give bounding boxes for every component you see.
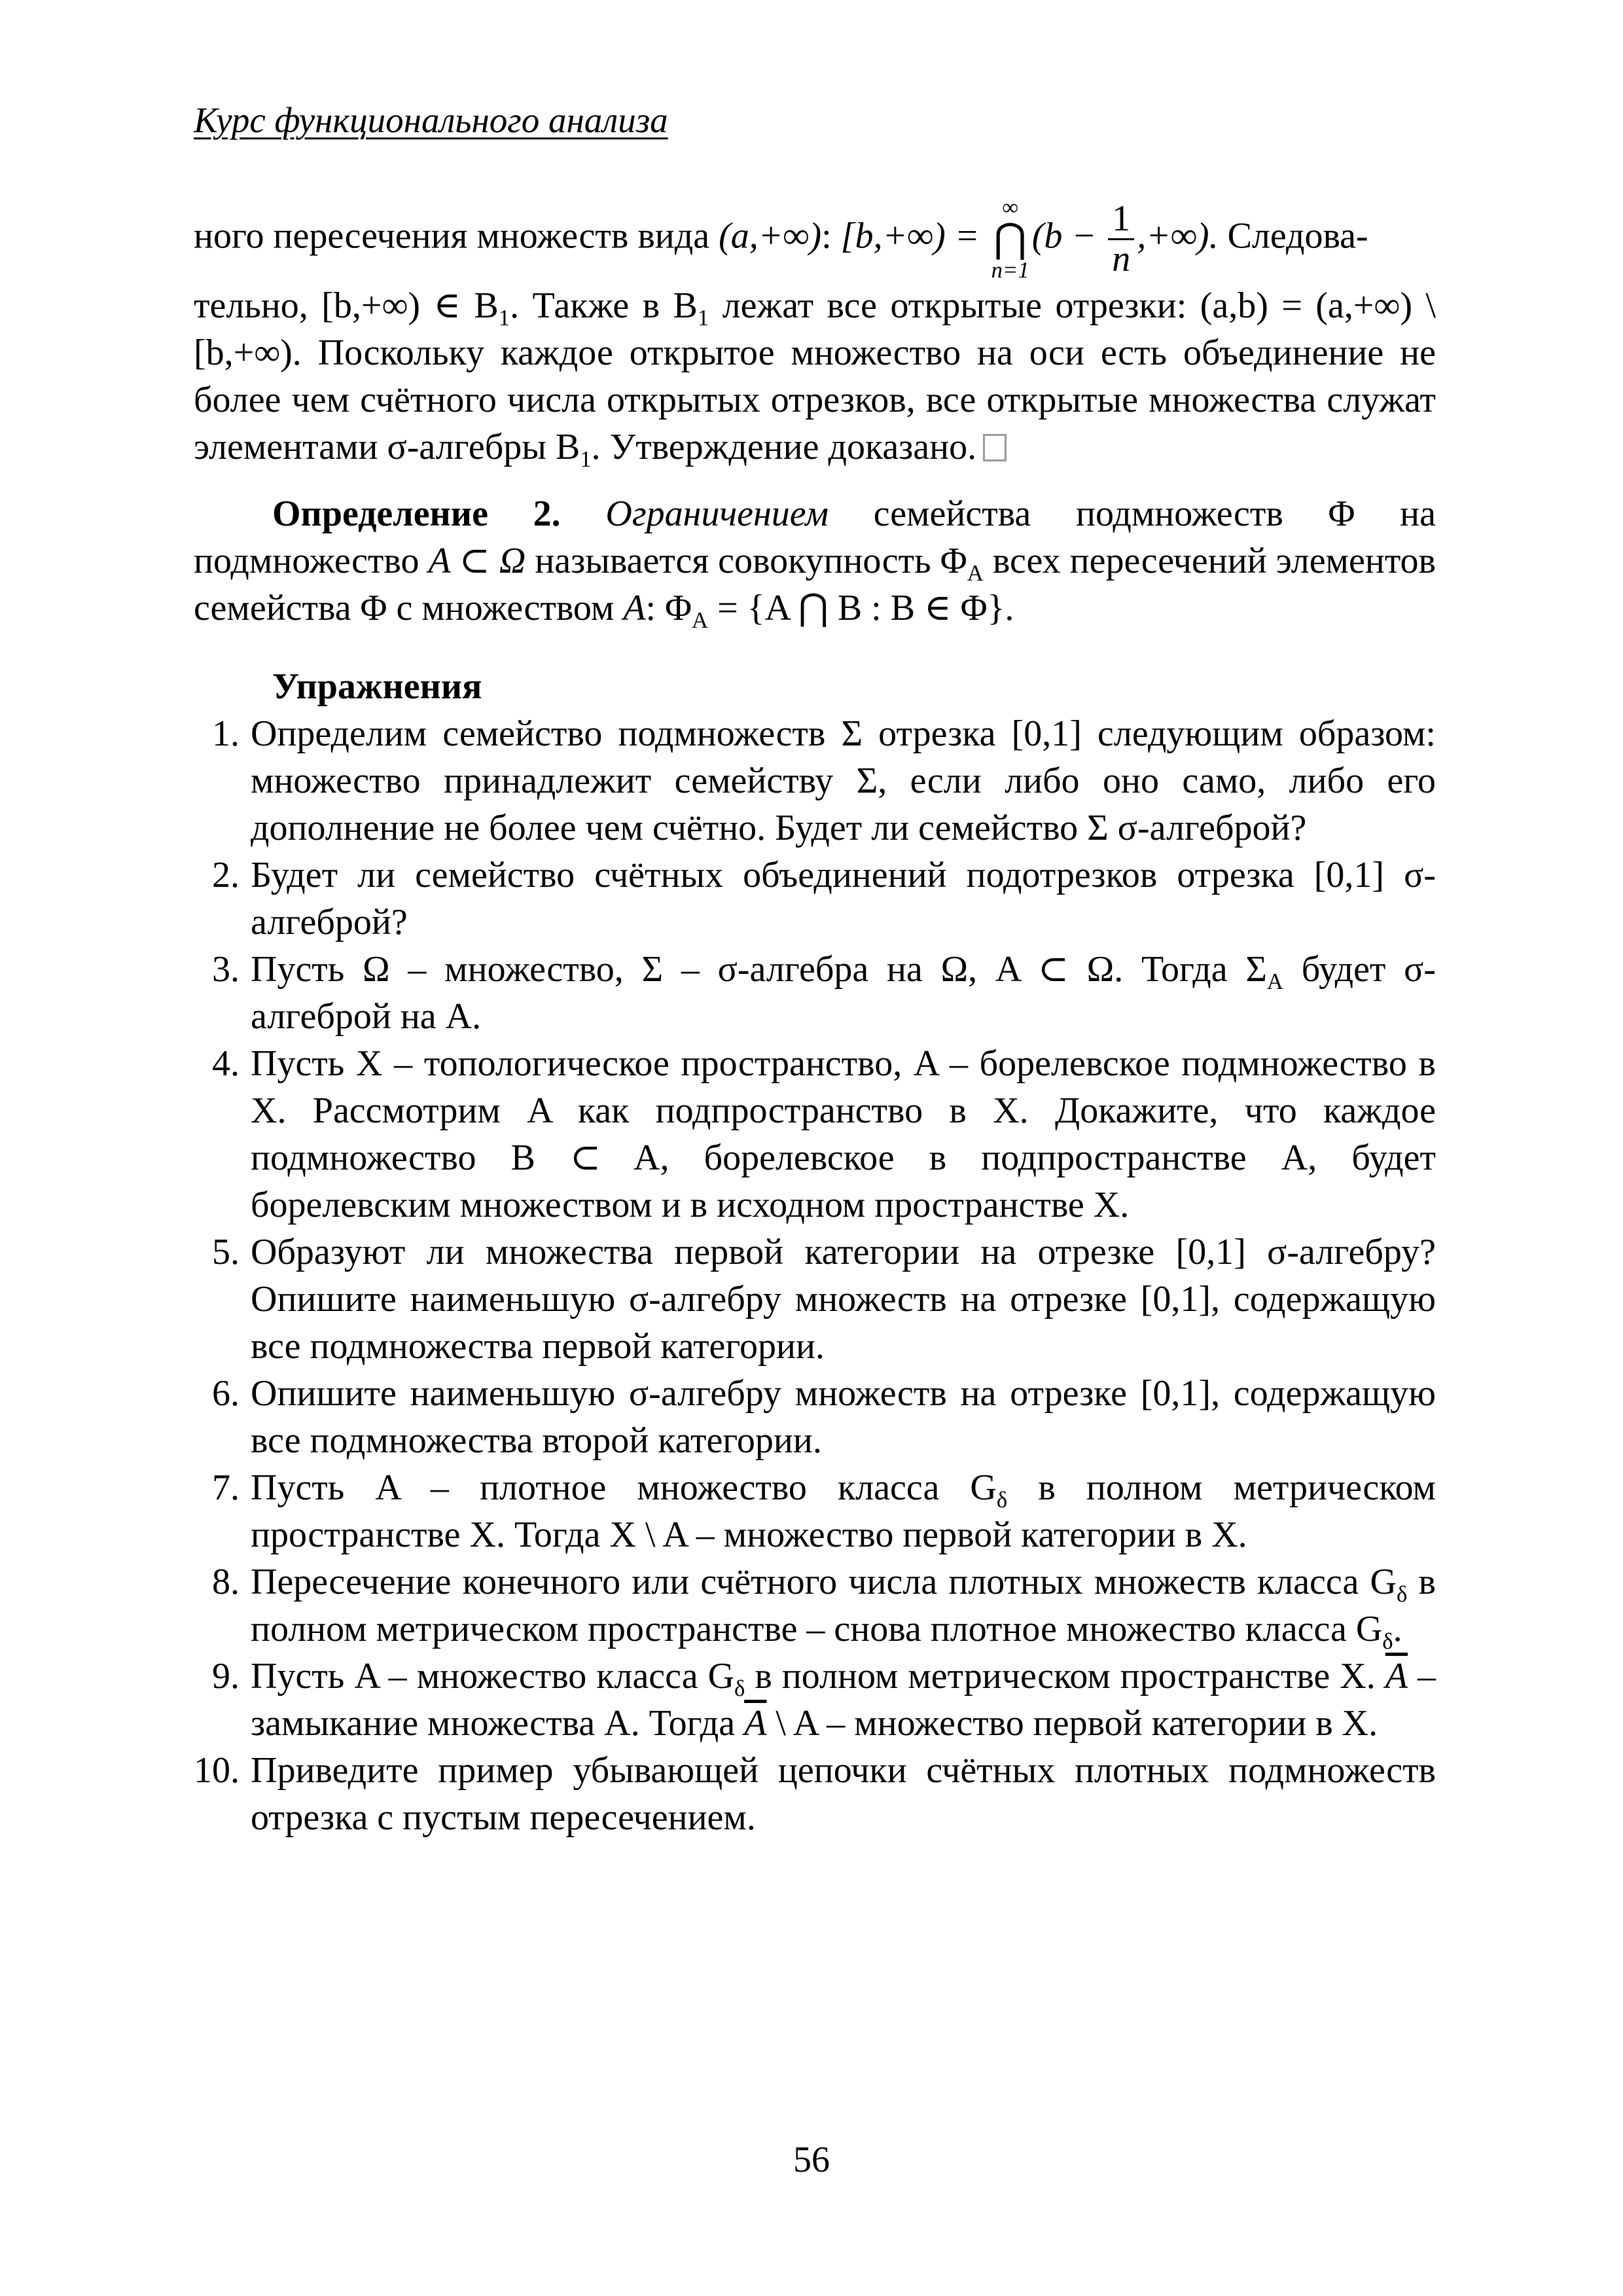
list-item: 1. Определим семейство подмножеств Σ отрезка [0,1] следующим образом: множество принадлежит семейству Σ, если либо оно само, либо его дополнение не более чем счётно. Будет ли семейство Σ σ-алгеброй?	[212, 713, 1436, 849]
list-item: 3. Пусть Ω – множество, Σ – σ-алгебра на Ω, A ⊂ Ω. Тогда $\Sigma_A$ будет σ-алгеброй на A.	[212, 949, 1436, 1037]
list-item: 6. Опишите наименьшую σ-алгебру множеств на отрезке [0,1], содержащую все подмножества второй категории.	[212, 1373, 1436, 1462]
body-text	[194, 196, 1436, 1841]
exercise-list	[194, 710, 1436, 1841]
list-item: 7. Пусть A – плотное множество класса $G_\delta$ в полном метрическом пространстве X. Тогда X \ A – множество первой категории в X.	[212, 1467, 1436, 1556]
exercises-heading: Упражнения	[272, 666, 482, 708]
list-item: 5. Образуют ли множества первой категории на отрезке [0,1] σ-алгебру? Опишите наименьшую σ-алгебру множеств на отрезке [0,1], содержащую все подмножества первой категории.	[212, 1232, 1436, 1367]
definition-paragraph: Определение 2. Ограничением семейства подмножеств Φ на подмножество A ⊂ Ω называется совокупность $\Phi_A$ всех пересечений элементов семейства Φ с множеством A: $\Phi_A = \{A$ ⋂ B : B ∈ Φ}.	[194, 493, 1436, 634]
running-header: Курс функционального анализа	[194, 100, 668, 140]
intersection-operator: ∞ ⋂ n=1	[991, 194, 1029, 283]
paragraph-proof-end: ного пересечения множеств вида (a,+∞): [b,+∞) = ∞ ⋂ n=1 (b − $\frac{1}{n}$ ,+∞). Следова- тельно, [b,+∞) ∈ $B_1$. Также в $B_1$ лежат все открытые отрезки: (a,b) = (a,+∞) \ [b,+∞). Поскольку каждое открытое множество на оси есть объединение не более чем счётного числа открытых отрезков, все открытые множества служат элементами σ-алгебры $B_1$. Утверждение доказано.	[194, 194, 1436, 473]
list-item: 8. Пересечение конечного или счётного числа плотных множеств класса $G_\delta$ в полном метрическом пространстве – снова плотное множество класса $G_\delta$.	[212, 1562, 1436, 1655]
list-item: 4. Пусть X – топологическое пространство, A – борелевское подмножество в X. Рассмотрим A как подпространство в X. Докажите, что каждое подмножество B ⊂ A, борелевское в подпространстве A, будет борелевским множеством и в исходном пространстве X.	[212, 1043, 1436, 1226]
list-item: 2. Будет ли семейство счётных объединений подотрезков отрезка [0,1] σ-алгеброй?	[212, 855, 1436, 943]
list-item: 10. Приведите пример убывающей цепочки счётных плотных подмножеств отрезка с пустым пересечением.	[194, 1750, 1436, 1839]
list-item: 9. Пусть A – множество класса $G_\delta$ в полном метрическом пространстве X. $\overline{A}$ – замыкание множества A. Тогда $\overline{A}$ \ A – множество первой категории в X.	[212, 1656, 1436, 1744]
page-number: 56	[793, 2140, 830, 2180]
fraction: $\frac{1}{n}$	[1108, 200, 1134, 279]
qed-box-icon	[983, 434, 1007, 461]
